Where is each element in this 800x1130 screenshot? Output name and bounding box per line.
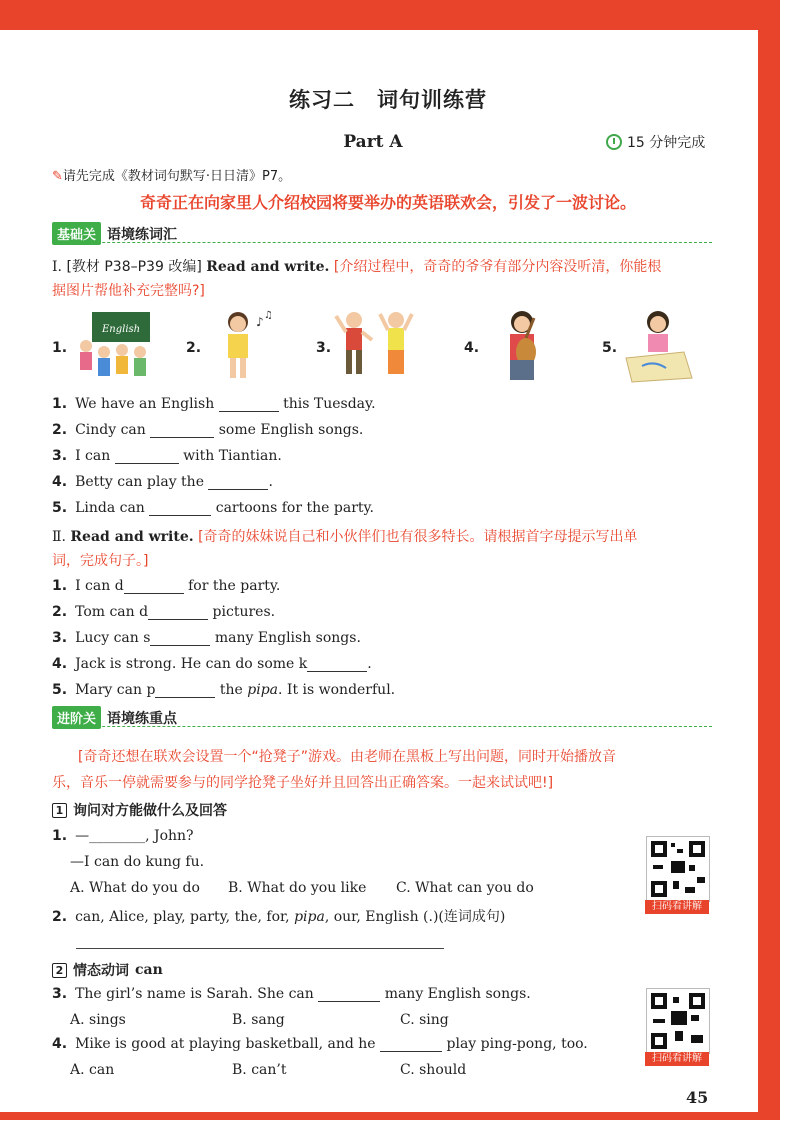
q-text-after: .	[268, 474, 273, 490]
part1-source: [教材 P38–P39 改编]	[66, 259, 202, 275]
sub2-q3-option-c[interactable]: C. sing	[400, 1012, 449, 1028]
q-text-before: We have an English	[75, 396, 215, 412]
q-text-after: with Tiantian.	[183, 448, 282, 464]
page-bottom-border	[0, 1112, 780, 1120]
subsection-1-heading	[52, 800, 227, 820]
answer-blank[interactable]	[115, 449, 179, 464]
english-class-picture	[72, 308, 156, 384]
q-num: 3.	[52, 630, 68, 646]
q-text-before: Tom can d	[75, 604, 149, 620]
qr-pattern-icon	[647, 837, 709, 901]
qr-code-1[interactable]	[646, 836, 710, 902]
qr-caption-2: 扫码看讲解	[645, 1052, 709, 1066]
answer-blank[interactable]	[149, 501, 211, 516]
svg-text:English: English	[102, 324, 141, 335]
q-text-italic: pipa	[294, 909, 325, 925]
q-text-before: The girl’s name is Sarah. She can	[75, 986, 314, 1002]
part1-q4	[52, 474, 273, 490]
picture-2-num: 2.	[186, 340, 202, 356]
page-number: 45	[686, 1088, 709, 1107]
q-text-before: I can d	[75, 578, 124, 594]
q-text-before: Mary can p	[75, 682, 156, 698]
part2-q4	[52, 656, 372, 672]
sub1-q1-option-a[interactable]: A. What do you do	[70, 880, 200, 896]
q-num: 1.	[52, 578, 68, 594]
timer-label	[606, 132, 705, 152]
part1-q3	[52, 448, 282, 464]
q-text-after: pictures.	[212, 604, 276, 620]
section-tag: 基础关	[52, 222, 101, 245]
part1-q1	[52, 396, 376, 412]
part2-q1	[52, 578, 280, 594]
picture-5-num: 5.	[602, 340, 618, 356]
part1-q5	[52, 500, 374, 516]
part2-q3	[52, 630, 361, 646]
q-text-after: many English songs.	[384, 986, 531, 1002]
picture-4-num: 4.	[464, 340, 480, 356]
subsection-title: 询问对方能做什么及回答	[73, 803, 227, 819]
q-text: can, Alice, play, party, the, for,	[75, 909, 290, 925]
q-text-italic: pipa	[247, 682, 279, 698]
sub1-q1-option-b[interactable]: B. What do you like	[228, 880, 367, 896]
part-heading: Part A	[343, 132, 403, 152]
q-text-after: some English songs.	[218, 422, 364, 438]
sub1-q2	[52, 906, 505, 926]
page-title: 练习二 词句训练营	[289, 88, 487, 112]
sub2-q4	[52, 1036, 588, 1052]
answer-blank[interactable]	[219, 397, 279, 412]
q-text-before: Betty can play the	[75, 474, 204, 490]
q-text-before: Jack is strong. He can do some k	[75, 656, 308, 672]
q-num: 2.	[52, 422, 68, 438]
section2-note-line1: [奇奇还想在联欢会设置一个“抢凳子”游戏。由老师在黑板上写出问题，同时开始播放音	[78, 749, 616, 765]
q-text-before: Mike is good at playing basketball, and he	[75, 1036, 376, 1052]
q-num: 3.	[52, 986, 68, 1002]
q-num: 1.	[52, 828, 68, 844]
sub1-q1	[52, 828, 194, 844]
part2-heading	[52, 526, 638, 546]
q-num: 4.	[52, 1036, 68, 1052]
sub1-q1-answer: —I can do kung fu.	[70, 854, 205, 870]
q-text: —________, John?	[75, 828, 194, 844]
girl-drawing-picture	[622, 308, 694, 384]
svg-text:♪: ♪	[256, 315, 264, 329]
q-text-before: Cindy can	[75, 422, 146, 438]
part2-q2	[52, 604, 275, 620]
qr-pattern-icon	[647, 989, 709, 1053]
part1-instruction: Read and write.	[206, 259, 330, 275]
part1-heading	[52, 256, 661, 276]
kids-dancing-picture	[334, 308, 420, 386]
answer-blank[interactable]	[307, 657, 367, 672]
q-text-before: Linda can	[75, 500, 145, 516]
part1-num: Ⅰ.	[52, 259, 62, 275]
q-text-after: this Tuesday.	[283, 396, 376, 412]
q-num: 5.	[52, 682, 68, 698]
preface-note	[52, 165, 291, 184]
sub2-q4-option-a[interactable]: A. can	[70, 1062, 115, 1078]
answer-blank[interactable]	[150, 423, 214, 438]
answer-blank[interactable]	[208, 475, 268, 490]
q-num: 4.	[52, 656, 68, 672]
section2-note-line2: 乐，音乐一停就需要参与的同学抢凳子坐好并且回答出正确答案。一起来试试吧!]	[52, 775, 554, 791]
part1-q2	[52, 422, 363, 438]
svg-text:♫: ♫	[264, 310, 273, 321]
q-text-after: many English songs.	[214, 630, 361, 646]
q-num: 2.	[52, 909, 68, 925]
sub2-q3-option-b[interactable]: B. sang	[232, 1012, 285, 1028]
section-divider	[52, 242, 712, 243]
part1-note-line1: [介绍过程中，奇奇的爷爷有部分内容没听清，你能根	[333, 259, 662, 275]
part2-note-line1: [奇奇的妹妹说自己和小伙伴们也有很多特长。请根据首字母提示写出单	[198, 529, 638, 545]
sub2-q3-option-a[interactable]: A. sings	[70, 1012, 126, 1028]
q-text-after: .	[367, 656, 372, 672]
sub2-q3	[52, 986, 531, 1002]
part2-num: Ⅱ.	[52, 529, 66, 545]
part2-instruction: Read and write.	[70, 529, 194, 545]
q-text-post: , our, English (.)(连词成句)	[324, 909, 506, 925]
timer-text: 15 分钟完成	[627, 135, 706, 151]
subsection-num: 1	[52, 803, 67, 818]
sub2-q4-option-c[interactable]: C. should	[400, 1062, 467, 1078]
answer-blank[interactable]	[318, 987, 380, 1002]
part1-note-line2: 据图片帮他补充完整吗?]	[52, 283, 205, 299]
subsection-title-cn: 情态动词	[73, 963, 129, 979]
q-text-after: the	[219, 682, 243, 698]
q-text-after: for the party.	[188, 578, 281, 594]
pencil-icon: ✎	[52, 169, 63, 184]
answer-blank[interactable]	[124, 579, 184, 594]
page-top-border	[0, 0, 780, 30]
q-num: 1.	[52, 396, 68, 412]
qr-caption-1: 扫码看讲解	[645, 900, 709, 914]
picture-1-num: 1.	[52, 340, 68, 356]
answer-blank[interactable]	[155, 683, 215, 698]
preface-text: 请先完成《教材词句默写·日日清》P7。	[62, 169, 292, 184]
q-num: 5.	[52, 500, 68, 516]
girl-singing-picture	[206, 308, 276, 384]
q-text-after-post: . It is wonderful.	[278, 682, 396, 698]
section-tag: 进阶关	[52, 706, 101, 729]
q-num: 3.	[52, 448, 68, 464]
subsection-title-en: can	[135, 962, 163, 978]
part2-q5	[52, 682, 395, 698]
clock-icon	[606, 134, 622, 150]
subsection-num: 2	[52, 963, 67, 978]
page-right-border	[758, 0, 780, 1120]
girl-playing-pipa-picture	[494, 308, 554, 388]
section-divider	[52, 726, 712, 727]
part2-note-line2: 词，完成句子。]	[52, 553, 149, 569]
answer-blank[interactable]	[380, 1037, 442, 1052]
answer-blank[interactable]	[150, 631, 210, 646]
intro-text: 奇奇正在向家里人介绍校园将要举办的英语联欢会，引发了一波讨论。	[139, 193, 636, 212]
q-text-before: I can	[75, 448, 111, 464]
q-text-before: Lucy can s	[75, 630, 151, 646]
section-label: 语境练词汇	[107, 226, 178, 243]
section-label: 语境练重点	[107, 710, 178, 727]
subsection-2-heading	[52, 960, 163, 980]
picture-3-num: 3.	[316, 340, 332, 356]
answer-blank[interactable]	[148, 605, 208, 620]
qr-code-2[interactable]	[646, 988, 710, 1054]
sub1-q1-option-c[interactable]: C. What can you do	[396, 880, 534, 896]
sub2-q4-option-b[interactable]: B. can’t	[232, 1062, 287, 1078]
answer-line[interactable]	[76, 948, 444, 949]
worksheet-page	[18, 30, 758, 1112]
q-num: 2.	[52, 604, 68, 620]
q-num: 4.	[52, 474, 68, 490]
q-text-after: cartoons for the party.	[215, 500, 375, 516]
q-text-after: play ping-pong, too.	[446, 1036, 588, 1052]
